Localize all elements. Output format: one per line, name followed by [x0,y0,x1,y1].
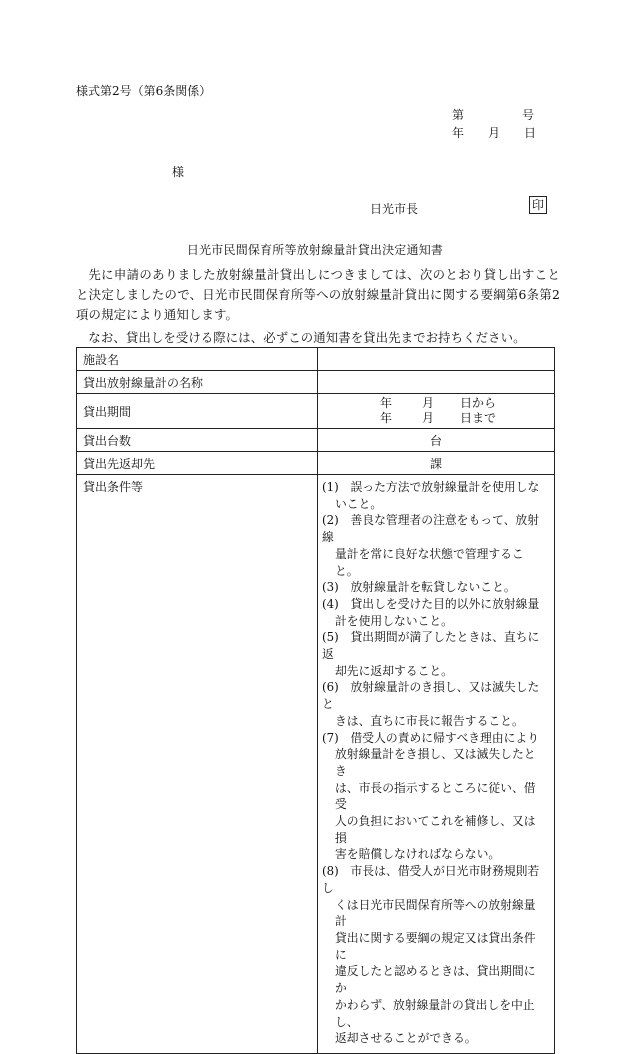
condition-line: かわらず、放射線量計の貸出しを中止し、 [335,997,535,1029]
sender-title: 日光市長 [370,202,419,216]
notice-text: なお、貸出しを受ける際には、必ずこの通知書を貸出先までお持ちください。 [88,330,526,345]
condition-line: 害を賠償しなければならない。 [335,847,501,862]
body-line-2: 定しましたので、日光市民間保育所等への放射線量計貸出に関する要綱第6条第2項の規定 [76,287,560,322]
table-row [77,348,555,371]
condition-line: 貸出に関する要綱の規定又は貸出条件に [335,930,536,962]
condition-line: くは日光市民間保育所等への放射線量計 [335,897,536,929]
condition-line: 量計を常に良好な状態で管理すること。 [335,546,524,578]
form-number-label: 様式第2号（第6条関係） [76,84,212,98]
period-value [318,394,555,429]
conditions-value [318,475,555,1054]
condition-line: 人の負担においてこれを補修し、又は損 [335,814,536,845]
conditions-label: 貸出条件等 [77,475,318,1054]
condition-line: (5) 貸出期間が満了したときは、直ちに返 [322,630,540,662]
condition-line: (3) 放射線量計を転貸しないこと。 [322,580,516,595]
facility-name-value [318,348,555,371]
return-label: 貸出先返却先 [77,452,318,475]
date-year: 年 [452,126,465,140]
condition-item [322,679,546,729]
table-row [77,429,555,452]
count-label: 貸出台数 [77,429,318,452]
return-unit: 課 [318,452,555,475]
condition-line: 返却させることができる。 [335,1031,477,1046]
condition-line: (4) 貸出しを受けた目的以外に放射線量 [322,596,540,611]
condition-line: (8) 市長は、借受人が日光市財務規則若し [322,864,540,895]
period-from: 年 月 日から [379,396,496,410]
condition-line: きは、直ちに市長に報告すること。 [335,713,524,728]
conditions-list [322,479,546,1047]
body-line-1: 先に申請のありました放射線量計貸出しにつきましては、次のとおり貸し出すことと決 [76,267,560,302]
table-row [77,394,555,429]
condition-line: 放射線量計をき損し、又は滅失したとき [335,747,536,778]
condition-line: は、市長の指示するところに従い、借受 [335,780,536,812]
meter-name-value [318,371,555,394]
table-row [77,371,555,394]
body-paragraph [76,265,560,325]
condition-item [322,579,546,596]
condition-line: (6) 放射線量計のき損し、又は滅失したと [322,680,540,712]
condition-item [322,512,546,579]
condition-line: 違反したと認めるときは、貸出期間にか [335,964,536,996]
count-unit: 台 [318,429,555,452]
addressee-honorific: 様 [172,165,185,179]
condition-line: (1) 誤った方法で放射線量計を使用しな [322,480,540,494]
condition-item [322,479,546,512]
table-row [77,475,555,1054]
number-prefix: 第 [452,108,465,122]
period-to: 年 月 日まで [379,411,496,425]
number-suffix: 号 [522,108,535,122]
condition-line: 却先に返却すること。 [335,663,453,678]
loan-details-table [76,347,555,1054]
condition-item [322,596,546,629]
table-row [77,452,555,475]
body-line-3: により通知します。 [126,307,239,322]
seal-stamp: 印 [529,196,547,214]
condition-line: 計を使用しないこと。 [335,613,453,628]
meter-name-label: 貸出放射線量計の名称 [77,371,318,394]
condition-line: いこと。 [335,496,383,511]
facility-name-label: 施設名 [77,348,318,371]
date-day: 日 [524,126,537,140]
date-month: 月 [488,126,501,140]
condition-item [322,629,546,679]
period-label: 貸出期間 [77,394,318,429]
condition-line: (7) 借受人の責めに帰すべき理由により [322,730,540,745]
document-title: 日光市民間保育所等放射線量計貸出決定通知書 [186,243,444,257]
condition-line: (2) 善良な管理者の注意をもって、放射線 [322,513,540,545]
condition-item [322,863,546,1047]
condition-item [322,730,546,864]
